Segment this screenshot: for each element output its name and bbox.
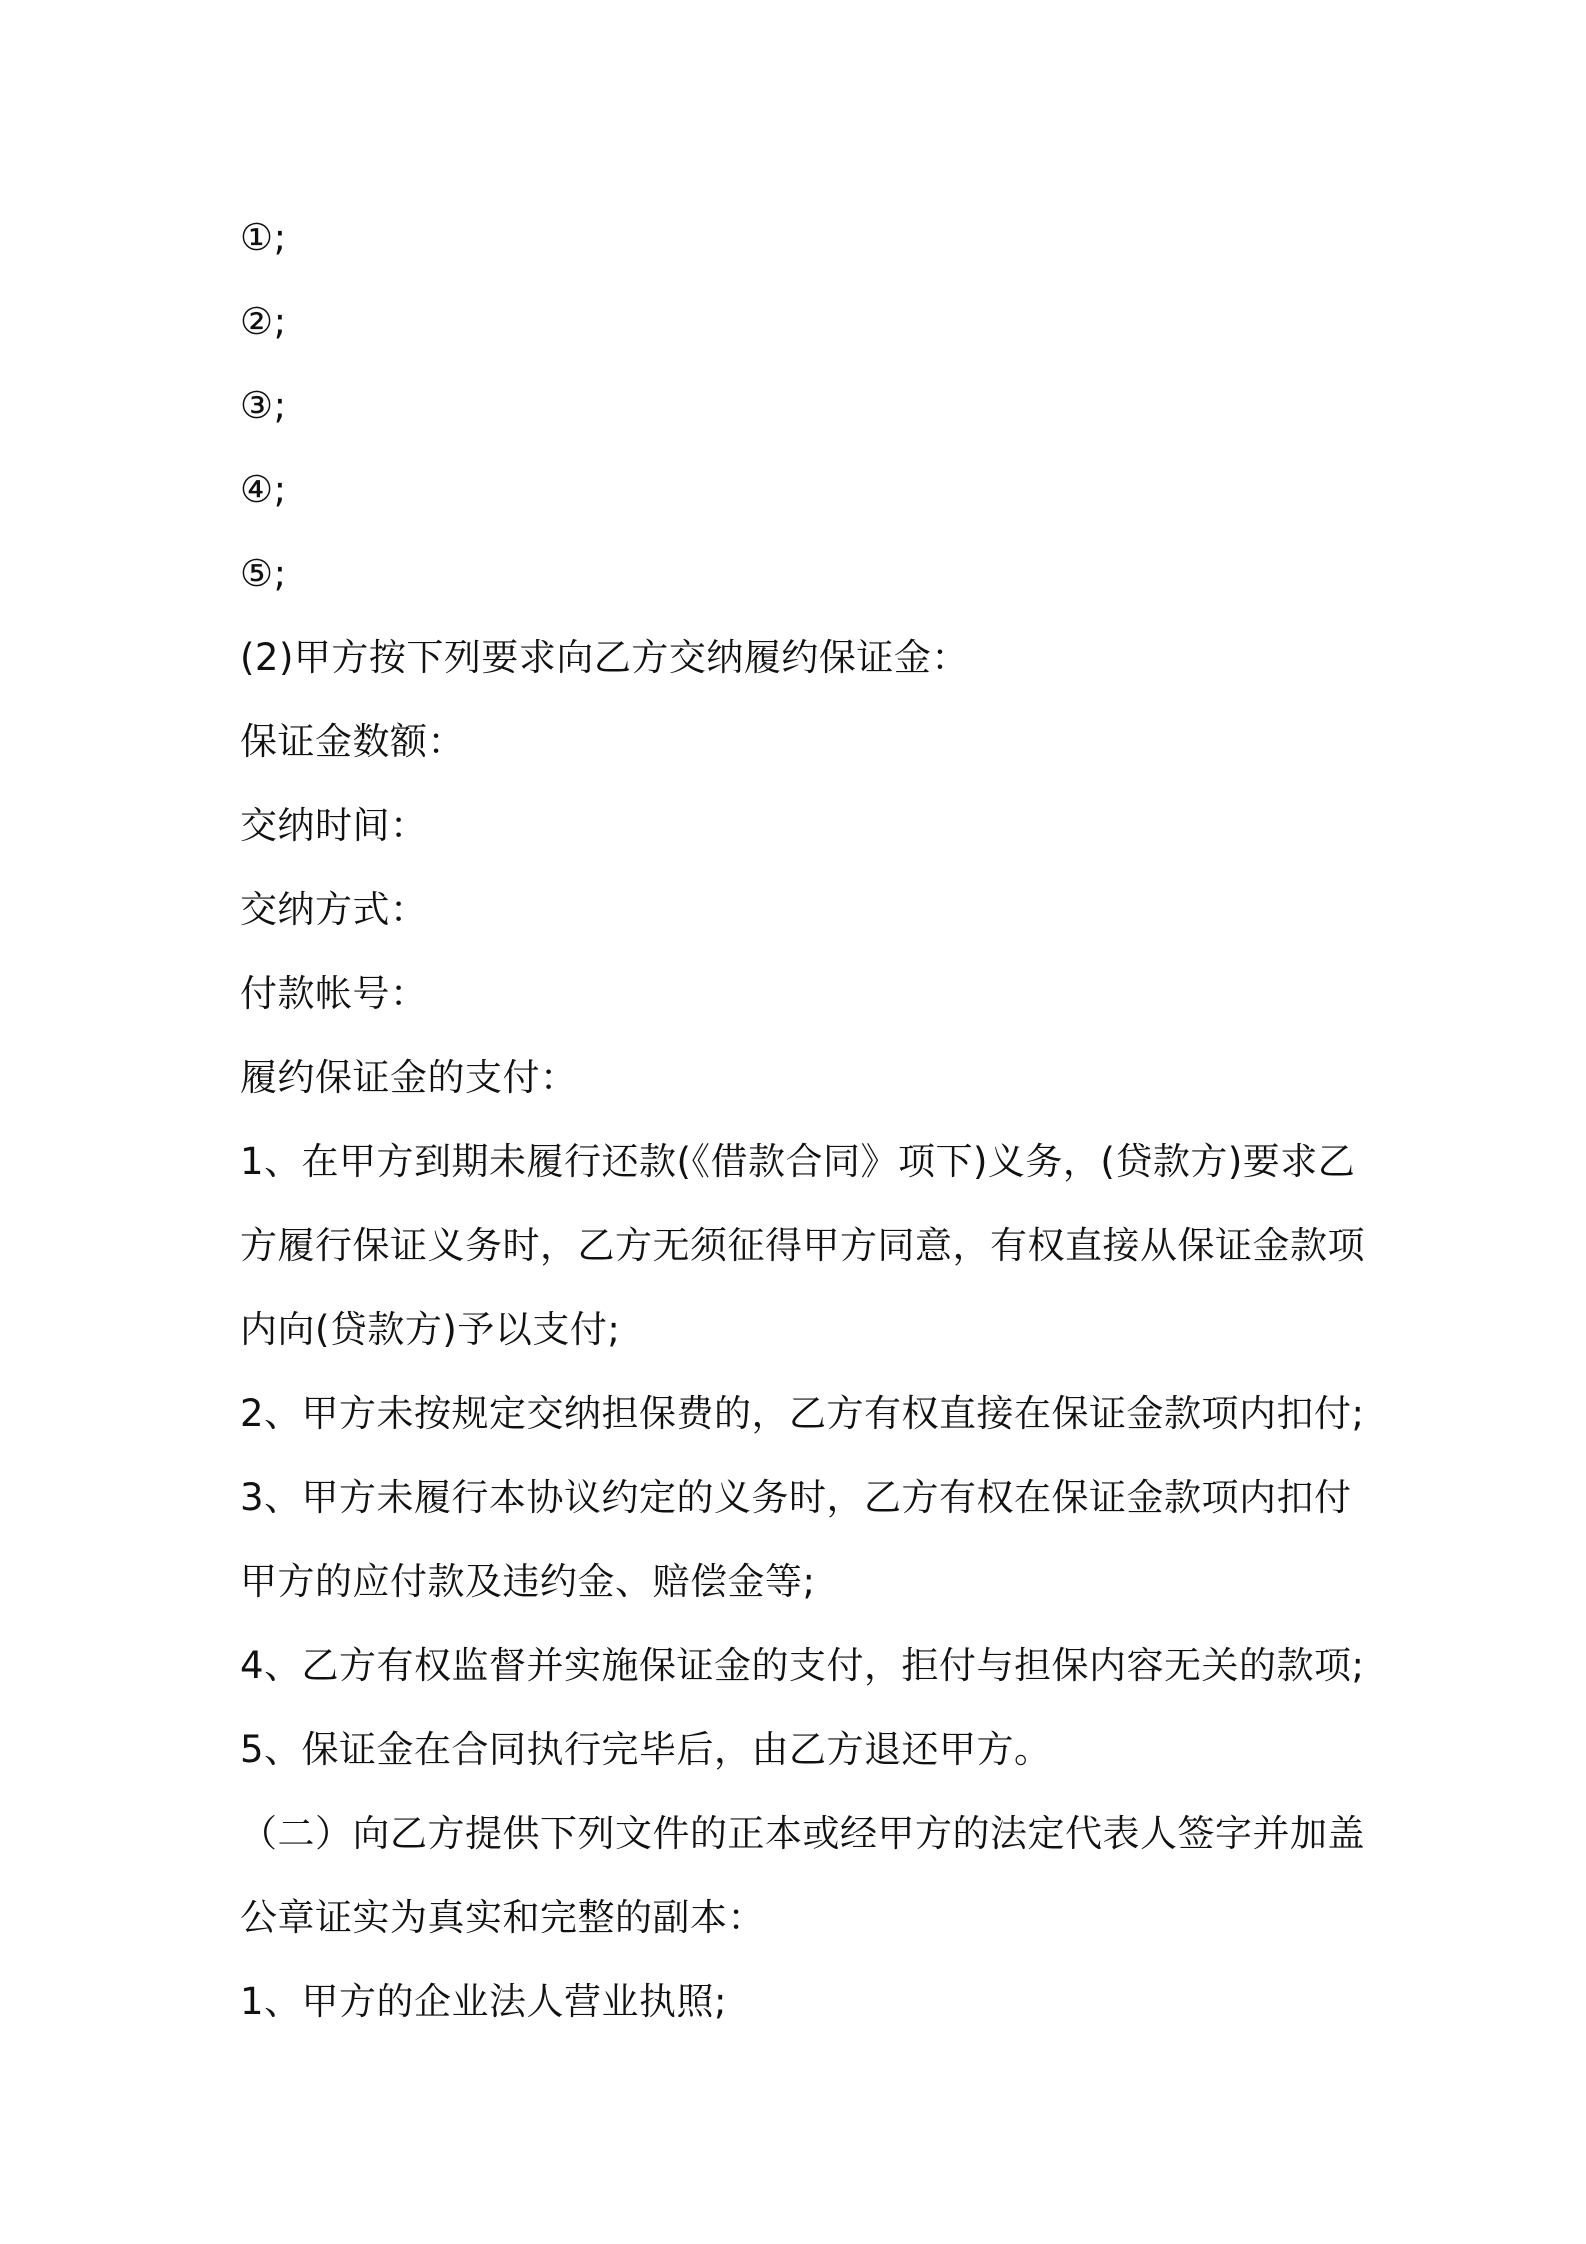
list-item-circle-3: ③; [240,384,287,427]
document-item-1: 1、甲方的企业法人营业执照; [240,1980,728,2023]
clause-1-line-1: 1、在甲方到期未履行还款(《借款合同》项下)义务，(贷款方)要求乙 [240,1140,1356,1183]
deposit-requirement-heading: (2)甲方按下列要求向乙方交纳履约保证金： [240,636,969,679]
list-item-circle-5: ⑤; [240,552,287,595]
clause-4: 4、乙方有权监督并实施保证金的支付，拒付与担保内容无关的款项; [240,1644,1365,1687]
document-body [240,196,1365,2044]
payment-method-label: 交纳方式： [240,888,428,931]
deposit-amount-label: 保证金数额： [240,720,465,763]
clause-3-line-2: 甲方的应付款及违约金、赔偿金等; [240,1560,816,1603]
list-item-circle-1: ①; [240,216,287,259]
payment-time-label: 交纳时间： [240,804,428,847]
section-two-line-2: 公章证实为真实和完整的副本： [240,1896,765,1939]
list-item-circle-2: ②; [240,300,287,343]
clause-5: 5、保证金在合同执行完毕后，由乙方退还甲方。 [240,1728,1052,1771]
clause-1-line-2: 方履行保证义务时，乙方无须征得甲方同意，有权直接从保证金款项 [240,1224,1365,1267]
clause-2: 2、甲方未按规定交纳担保费的，乙方有权直接在保证金款项内扣付; [240,1392,1365,1435]
list-item-circle-4: ④; [240,468,287,511]
section-two-line-1: （二）向乙方提供下列文件的正本或经甲方的法定代表人签字并加盖 [240,1812,1365,1855]
payment-account-label: 付款帐号： [240,972,428,1015]
deposit-payment-heading: 履约保证金的支付： [240,1056,578,1099]
clause-1-line-3: 内向(贷款方)予以支付; [240,1308,621,1351]
clause-3-line-1: 3、甲方未履行本协议约定的义务时，乙方有权在保证金款项内扣付 [240,1476,1352,1519]
